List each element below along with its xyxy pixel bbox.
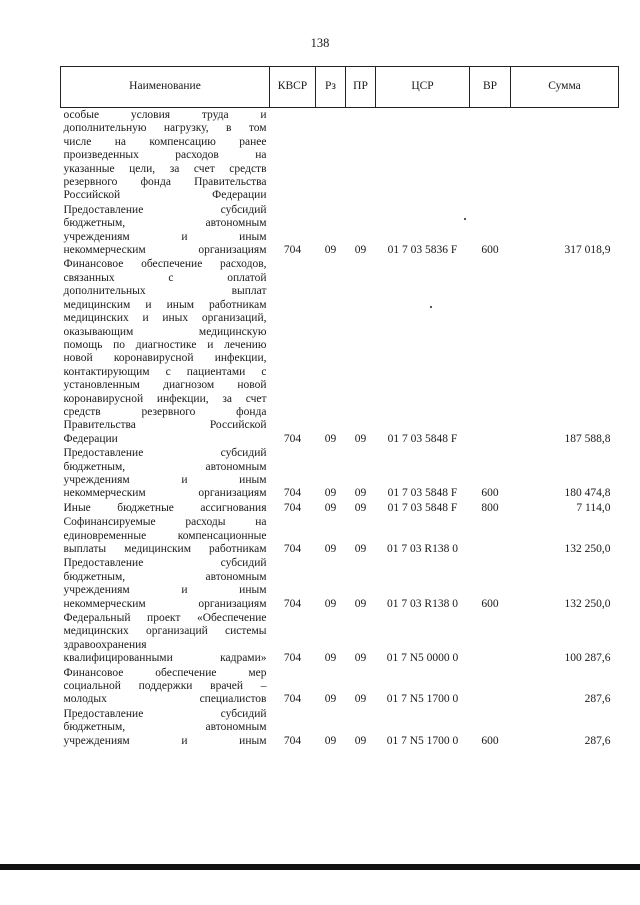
row-sum: 317 018,9 [564,244,611,257]
row-name-line: социальной поддержки врачей – [63,680,267,693]
row-sum: 287,6 [584,693,611,706]
row-name-line: Софинансируемые расходы на [63,516,267,529]
row-name [61,556,270,611]
row-name-line: медицинских организаций системы [63,625,267,638]
row-name-line: помощь по диагностике и лечению [63,338,267,351]
row-name-line: указанные цели, за счет средств [63,162,267,175]
row-sum [511,108,619,203]
table-body [61,108,619,749]
page-number: 138 [310,36,330,50]
row-vr: 600 [481,597,499,610]
header-sum: Сумма [511,67,619,108]
row-kvsr: 704 [283,487,302,500]
row-pr: 09 [354,734,367,747]
row-name [61,707,270,748]
row-vr [470,108,511,203]
row-kvsr: 704 [283,734,302,747]
row-name-line: бюджетным, автономным [63,460,267,473]
row-rz: 09 [324,693,337,706]
row-name-line: медицинским и иным работникам [63,298,267,311]
row-csr: 01 7 N5 0000 0 [386,652,459,665]
table-row [61,108,619,203]
row-csr: 01 7 03 R138 0 [387,597,458,610]
row-name-line: связанных с оплатой [63,271,267,284]
row-vr: 600 [481,487,499,500]
row-vr [470,515,511,556]
row-kvsr: 704 [283,543,302,555]
row-csr: 01 7 03 5848 F [387,501,458,514]
row-csr: 01 7 03 R138 0 [387,543,458,555]
row-pr: 09 [354,501,367,514]
row-name-line: учреждениям и иным [63,230,267,243]
table-row [61,515,619,556]
table-row [61,446,619,501]
table-row [61,611,619,666]
row-name-line: контактирующим с пациентами с [63,365,267,378]
row-name-line: некоммерческим организациям [63,244,267,257]
row-name [61,611,270,666]
row-name-line: бюджетным, автономным [63,721,267,734]
budget-table [60,66,619,748]
header-vr: ВР [470,67,511,108]
row-rz: 09 [324,244,337,257]
row-name-line: Федерации [63,432,118,445]
row-vr [470,666,511,707]
row-kvsr: 704 [283,432,302,445]
header-rz: Рз [316,67,346,108]
row-sum: 132 250,0 [564,543,611,555]
row-name-line: резервного фонда Правительства [63,176,267,189]
header-name: Наименование [61,67,270,108]
row-name-line: выплаты медицинским работникам [63,543,267,555]
table-row [61,257,619,446]
row-sum: 287,6 [584,734,611,747]
row-vr: 600 [481,734,499,747]
row-name-line: Федеральный проект «Обеспечение [63,612,267,625]
row-name-line: здравоохранения [63,638,147,651]
row-kvsr: 704 [283,652,302,665]
row-pr: 09 [354,244,367,257]
row-name-line: учреждениям и иным [63,734,267,747]
row-name-line: учреждениям и иным [63,584,267,597]
row-csr [376,108,470,203]
scan-speck [464,218,466,220]
row-rz: 09 [324,597,337,610]
row-name-line: произведенных расходов на [63,149,267,162]
row-vr [470,611,511,666]
row-name [61,515,270,556]
table-row [61,707,619,748]
row-rz: 09 [324,652,337,665]
scan-speck [430,306,432,308]
row-name-line: некоммерческим организациям [63,597,267,610]
row-name-line: новой коронавирусной инфекции, [63,352,267,365]
row-name-line: Предоставление субсидий [63,203,267,216]
row-csr: 01 7 N5 1700 0 [386,693,459,706]
row-name-line: квалифицированными кадрами» [63,652,267,665]
table-row [61,203,619,258]
row-name-line: Иные бюджетные ассигнования [63,501,267,514]
row-vr [470,257,511,446]
row-csr: 01 7 03 5848 F [387,432,458,445]
row-name-line: Предоставление субсидий [63,447,267,460]
row-name-line: особые условия труда и [63,109,267,121]
scan-edge-bar [0,864,640,870]
row-name-line: учреждениям и иным [63,473,267,486]
row-rz: 09 [324,487,337,500]
row-sum: 180 474,8 [564,487,611,500]
header-kvsr: КВСР [270,67,316,108]
row-name-line: бюджетным, автономным [63,217,267,230]
row-sum: 100 287,6 [564,652,611,665]
row-sum: 7 114,0 [576,501,611,514]
row-name-line: Предоставление субсидий [63,557,267,570]
row-name-line: Правительства Российской [63,419,267,432]
row-name-line: единовременные компенсационные [63,529,267,542]
row-name [61,666,270,707]
row-name-line: Предоставление субсидий [63,707,267,720]
row-name [61,446,270,501]
row-name [61,108,270,203]
row-pr: 09 [354,693,367,706]
table-row [61,501,619,515]
row-kvsr: 704 [283,693,302,706]
row-pr: 09 [354,487,367,500]
table-row [61,666,619,707]
row-name-line: Финансовое обеспечение расходов, [63,258,267,271]
row-name-line: дополнительную нагрузку, в том [63,122,267,135]
row-csr: 01 7 03 5836 F [387,244,458,257]
row-name-line: медицинских и иных организаций, [63,312,267,325]
row-pr: 09 [354,597,367,610]
row-name-line: Финансовое обеспечение мер [63,666,267,679]
row-csr: 01 7 N5 1700 0 [386,734,459,747]
row-sum: 187 588,8 [564,432,611,445]
row-kvsr [270,108,316,203]
row-pr: 09 [354,432,367,445]
row-name-line: бюджетным, автономным [63,570,267,583]
row-name-line: некоммерческим организациям [63,487,267,500]
row-name [61,203,270,258]
row-name-line: оказывающим медицинскую [63,325,267,338]
row-sum: 132 250,0 [564,597,611,610]
row-vr: 800 [481,501,499,514]
row-name [61,501,270,515]
row-kvsr: 704 [283,501,302,514]
header-csr: ЦСР [376,67,470,108]
table-row [61,556,619,611]
row-rz [316,108,346,203]
row-name-line: Российской Федерации [63,189,267,202]
row-vr: 600 [481,244,499,257]
row-kvsr: 704 [283,244,302,257]
row-name-line: дополнительных выплат [63,285,267,298]
row-pr: 09 [354,543,367,555]
header-pr: ПР [346,67,376,108]
row-name-line: коронавирусной инфекции, за счет [63,392,267,405]
row-rz: 09 [324,734,337,747]
row-pr: 09 [354,652,367,665]
table-header-row [61,67,619,108]
row-name-line: числе на компенсацию ранее [63,135,267,148]
row-name-line: средств резервного фонда [63,405,267,418]
row-csr: 01 7 03 5848 F [387,487,458,500]
row-kvsr: 704 [283,597,302,610]
row-name-line: установленным диагнозом новой [63,379,267,392]
row-rz: 09 [324,432,337,445]
row-name [61,257,270,446]
row-rz: 09 [324,543,337,555]
row-pr [346,108,376,203]
row-name-line: молодых специалистов [63,693,267,706]
row-rz: 09 [324,501,337,514]
